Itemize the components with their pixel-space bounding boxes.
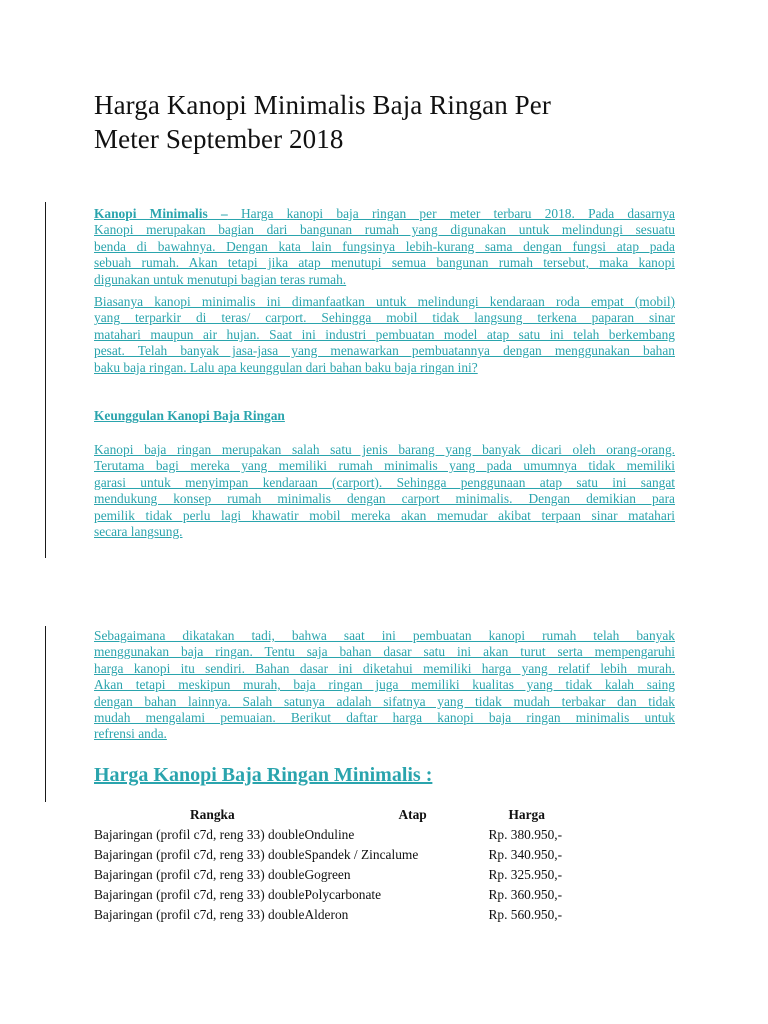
cell-atap: Alderon: [304, 907, 349, 922]
paragraph-line: benda di bawahnya. Dengan kata lain fungsinya lebih-kurang sama dengan fungsi atap pada: [94, 238, 675, 254]
table-row: [94, 885, 578, 905]
paragraph-line: Biasanya kanopi minimalis ini dimanfaatkan untuk melindungi kendaraan roda empat (mobil): [94, 294, 675, 309]
paragraph-line: secara langsung.: [94, 524, 183, 540]
paragraph-line: refrensi anda.: [94, 726, 167, 742]
paragraph-line: [94, 206, 675, 222]
paragraph-line: harga kanopi itu sendiri. Bahan dasar ini diketahui memiliki harga yang relatif lebih murah.: [94, 660, 675, 676]
table-header-row: [94, 805, 578, 825]
cell-atap: Gogreen: [304, 867, 351, 882]
column-header-atap: Atap: [398, 807, 427, 822]
paragraph-line: mendukung konsep rumah minimalis dengan carport minimalis. Dengan demikian para: [94, 491, 675, 507]
paragraph-line: dengan bahan lainnya. Salah satunya adalah sifatnya yang tidak mudah terbakar dan tidak: [94, 693, 675, 709]
paragraph-line: Terutama bagi mereka yang memiliki rumah minimalis yang pada umumnya tidak memiliki: [94, 458, 675, 474]
paragraph-advantages[interactable]: [94, 442, 675, 540]
table-row: [94, 865, 578, 885]
paragraph-line: mudah mengalami pemuaian. Berikut daftar harga kanopi baja ringan minimalis untuk: [94, 710, 675, 726]
paragraph-line: matahari maupun air hujan. Saat ini industri pembuatan model atap satu ini telah berkembang: [94, 326, 675, 342]
cell-rangka: Bajaringan (profil c7d, reng 33) double: [94, 887, 305, 902]
page-title: [94, 88, 694, 156]
paragraph-usage[interactable]: [94, 294, 675, 376]
subheading-text: Keunggulan Kanopi Baja Ringan: [94, 408, 285, 423]
paragraph-line: Akan tetapi meskipun murah, baja ringan juga memiliki kualitas yang tidak kalah saing: [94, 677, 675, 693]
cell-harga: Rp. 360.950,-: [488, 887, 563, 902]
paragraph-line: pemilik tidak perlu lagi khawatir mobil mereka akan memudar akibat terpaan sinar matahari: [94, 507, 675, 523]
paragraph-line: digunakan untuk menutupi bagian teras rumah.: [94, 271, 347, 287]
paragraph-line: sebuah rumah. Akan tetapi jika atap menutupi semua bangunan rumah tersebut, maka kanopi: [94, 255, 675, 271]
cell-atap: Polycarbonate: [304, 887, 382, 902]
title-line: Harga Kanopi Minimalis Baja Ringan Per: [94, 90, 551, 120]
cell-rangka: Bajaringan (profil c7d, reng 33) double: [94, 847, 305, 862]
table-row: [94, 845, 578, 865]
cell-harga: Rp. 560.950,-: [488, 907, 563, 922]
cell-atap: Spandek / Zincalume: [304, 847, 419, 862]
paragraph-line-text: Harga kanopi baja ringan per meter terbaru 2018. Pada dasarnya: [227, 206, 675, 221]
paragraph-line: garasi untuk menyimpan kendaraan (carport). Sehingga penggunaan atap satu ini sangat: [94, 474, 675, 490]
paragraph-line: menggunakan baja ringan. Tentu saja bahan dasar satu ini akan turut serta mempengaruhi: [94, 644, 675, 660]
price-section-heading[interactable]: Harga Kanopi Baja Ringan Minimalis :: [94, 764, 433, 786]
paragraph-intro[interactable]: [94, 206, 675, 288]
paragraph-line: baku baja ringan. Lalu apa keunggulan dari bahan baku baja ringan ini?: [94, 359, 478, 375]
cell-rangka: Bajaringan (profil c7d, reng 33) double: [94, 827, 305, 842]
cell-rangka: Bajaringan (profil c7d, reng 33) double: [94, 907, 305, 922]
column-header-rangka: Rangka: [190, 807, 235, 822]
paragraph-line: yang terparkir di teras/ carport. Sehingga mobil tidak langsung terkena paparan sinar: [94, 310, 675, 326]
paragraph-line: Sebagaimana dikatakan tadi, bahwa saat ini pembuatan kanopi rumah telah banyak: [94, 628, 675, 643]
column-header-harga: Harga: [508, 807, 545, 822]
cell-harga: Rp. 325.950,-: [488, 867, 563, 882]
paragraph-line: Kanopi merupakan bagian dari bangunan rumah yang digunakan untuk melindungi sesuatu: [94, 222, 675, 238]
lead-term: Kanopi Minimalis –: [94, 206, 228, 221]
title-line: Meter September 2018: [94, 124, 344, 154]
table-row: [94, 825, 578, 845]
table-row: [94, 905, 578, 925]
cell-harga: Rp. 340.950,-: [488, 847, 563, 862]
cell-rangka: Bajaringan (profil c7d, reng 33) double: [94, 867, 305, 882]
subheading-keunggulan[interactable]: [94, 408, 675, 424]
cell-harga: Rp. 380.950,-: [488, 827, 563, 842]
margin-change-bar: [45, 202, 46, 558]
cell-atap: Onduline: [304, 827, 355, 842]
paragraph-material[interactable]: [94, 628, 675, 743]
margin-change-bar: [45, 626, 46, 802]
paragraph-line: Kanopi baja ringan merupakan salah satu jenis barang yang banyak dicari oleh orang-orang.: [94, 442, 675, 457]
price-table: [94, 805, 578, 925]
paragraph-line: pesat. Telah banyak jasa-jasa yang menawarkan pembuatannya dengan menggunakan bahan: [94, 343, 675, 359]
